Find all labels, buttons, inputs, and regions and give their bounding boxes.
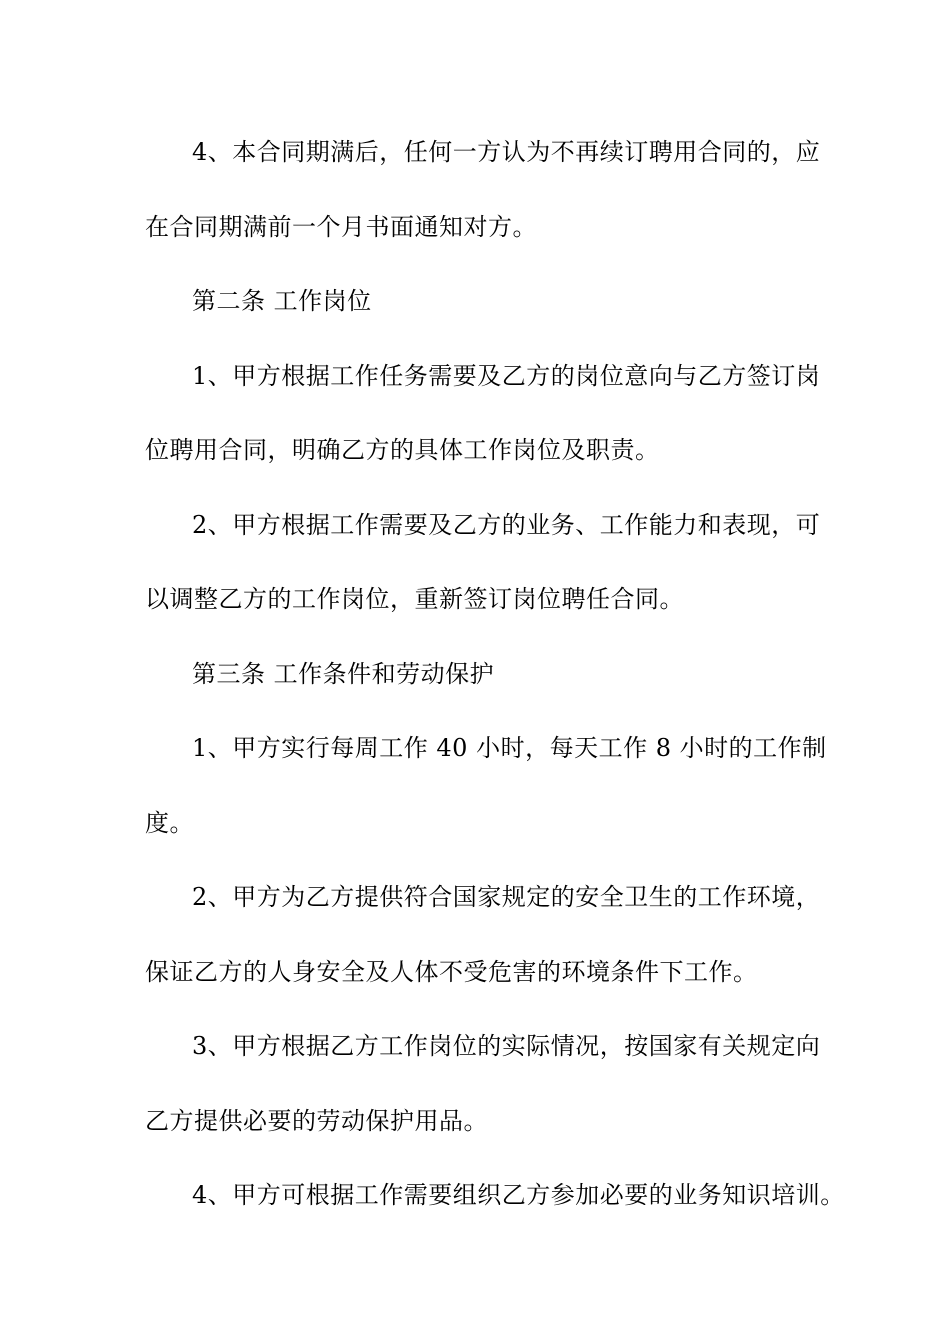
- paragraph-line: 在合同期满前一个月书面通知对方。: [145, 213, 537, 241]
- paragraph-line: 保证乙方的人身安全及人体不受危害的环境条件下工作。: [145, 958, 758, 986]
- paragraph-line: 3、甲方根据乙方工作岗位的实际情况，按国家有关规定向: [192, 1032, 821, 1060]
- paragraph-line: 乙方提供必要的劳动保护用品。: [145, 1107, 488, 1135]
- paragraph-line: 1、甲方根据工作任务需要及乙方的岗位意向与乙方签订岗: [192, 362, 821, 390]
- paragraph-line: 4、甲方可根据工作需要组织乙方参加必要的业务知识培训。: [192, 1181, 845, 1209]
- paragraph-line: 4、本合同期满后，任何一方认为不再续订聘用合同的，应: [192, 138, 821, 166]
- section-heading: 第二条 工作岗位: [192, 287, 372, 315]
- section-heading: 第三条 工作条件和劳动保护: [192, 660, 495, 688]
- paragraph-line: 1、甲方实行每周工作 40 小时，每天工作 8 小时的工作制: [192, 734, 827, 762]
- paragraph-line: 2、甲方为乙方提供符合国家规定的安全卫生的工作环境，: [192, 883, 821, 911]
- paragraph-line: 以调整乙方的工作岗位，重新签订岗位聘任合同。: [145, 585, 684, 613]
- paragraph-line: 2、甲方根据工作需要及乙方的业务、工作能力和表现，可: [192, 511, 821, 539]
- paragraph-line: 度。: [145, 809, 194, 837]
- paragraph-line: 位聘用合同，明确乙方的具体工作岗位及职责。: [145, 436, 660, 464]
